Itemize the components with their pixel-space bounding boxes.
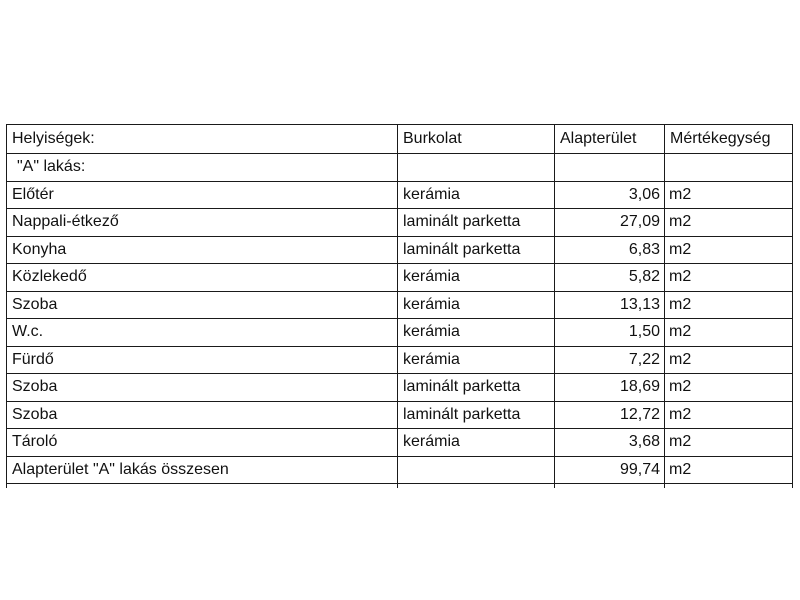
group-empty-cell — [555, 154, 665, 182]
unit-cell: m2 — [665, 181, 793, 209]
area-cell: 3,06 — [555, 181, 665, 209]
table-row — [7, 209, 793, 237]
room-cell: W.c. — [7, 319, 398, 347]
covering-cell: laminált parketta — [398, 236, 555, 264]
floor-area-sheet — [6, 124, 792, 488]
covering-cell: laminált parketta — [398, 374, 555, 402]
room-cell: Szoba — [7, 374, 398, 402]
group-empty-cell — [398, 154, 555, 182]
covering-cell: kerámia — [398, 264, 555, 292]
header-covering: Burkolat — [398, 125, 555, 154]
table-row — [7, 374, 793, 402]
tail-cell — [398, 484, 555, 489]
room-cell: Tároló — [7, 429, 398, 457]
unit-cell: m2 — [665, 236, 793, 264]
room-cell: Nappali-étkező — [7, 209, 398, 237]
group-empty-cell — [665, 154, 793, 182]
area-cell: 13,13 — [555, 291, 665, 319]
table-row — [7, 401, 793, 429]
area-cell: 5,82 — [555, 264, 665, 292]
unit-cell: m2 — [665, 429, 793, 457]
total-label: Alapterület "A" lakás összesen — [7, 456, 398, 484]
table-row — [7, 429, 793, 457]
unit-cell: m2 — [665, 374, 793, 402]
area-cell: 1,50 — [555, 319, 665, 347]
area-cell: 18,69 — [555, 374, 665, 402]
unit-cell: m2 — [665, 401, 793, 429]
unit-cell: m2 — [665, 209, 793, 237]
area-cell: 7,22 — [555, 346, 665, 374]
table-row — [7, 291, 793, 319]
tail-cell — [665, 484, 793, 489]
unit-cell: m2 — [665, 346, 793, 374]
table-row — [7, 236, 793, 264]
room-cell: Szoba — [7, 401, 398, 429]
tail-cell — [7, 484, 398, 489]
floor-area-table — [6, 124, 793, 488]
unit-cell: m2 — [665, 319, 793, 347]
area-cell: 27,09 — [555, 209, 665, 237]
unit-cell: m2 — [665, 264, 793, 292]
table-row — [7, 264, 793, 292]
covering-cell: kerámia — [398, 346, 555, 374]
table-row — [7, 181, 793, 209]
total-area: 99,74 — [555, 456, 665, 484]
group-row — [7, 154, 793, 182]
table-row — [7, 319, 793, 347]
room-cell: Szoba — [7, 291, 398, 319]
header-area: Alapterület — [555, 125, 665, 154]
area-cell: 12,72 — [555, 401, 665, 429]
unit-cell: m2 — [665, 291, 793, 319]
covering-cell: kerámia — [398, 319, 555, 347]
header-room: Helyiségek: — [7, 125, 398, 154]
covering-cell: laminált parketta — [398, 401, 555, 429]
tail-cell — [555, 484, 665, 489]
header-unit: Mértékegység — [665, 125, 793, 154]
header-row — [7, 125, 793, 154]
total-row — [7, 456, 793, 484]
total-unit: m2 — [665, 456, 793, 484]
area-cell: 3,68 — [555, 429, 665, 457]
area-cell: 6,83 — [555, 236, 665, 264]
covering-cell: kerámia — [398, 429, 555, 457]
room-cell: Fürdő — [7, 346, 398, 374]
room-cell: Konyha — [7, 236, 398, 264]
table-row — [7, 346, 793, 374]
covering-cell: kerámia — [398, 181, 555, 209]
covering-cell: kerámia — [398, 291, 555, 319]
covering-cell: laminált parketta — [398, 209, 555, 237]
table-tail-row — [7, 484, 793, 489]
group-label: "A" lakás: — [7, 154, 398, 182]
total-covering — [398, 456, 555, 484]
room-cell: Előtér — [7, 181, 398, 209]
room-cell: Közlekedő — [7, 264, 398, 292]
